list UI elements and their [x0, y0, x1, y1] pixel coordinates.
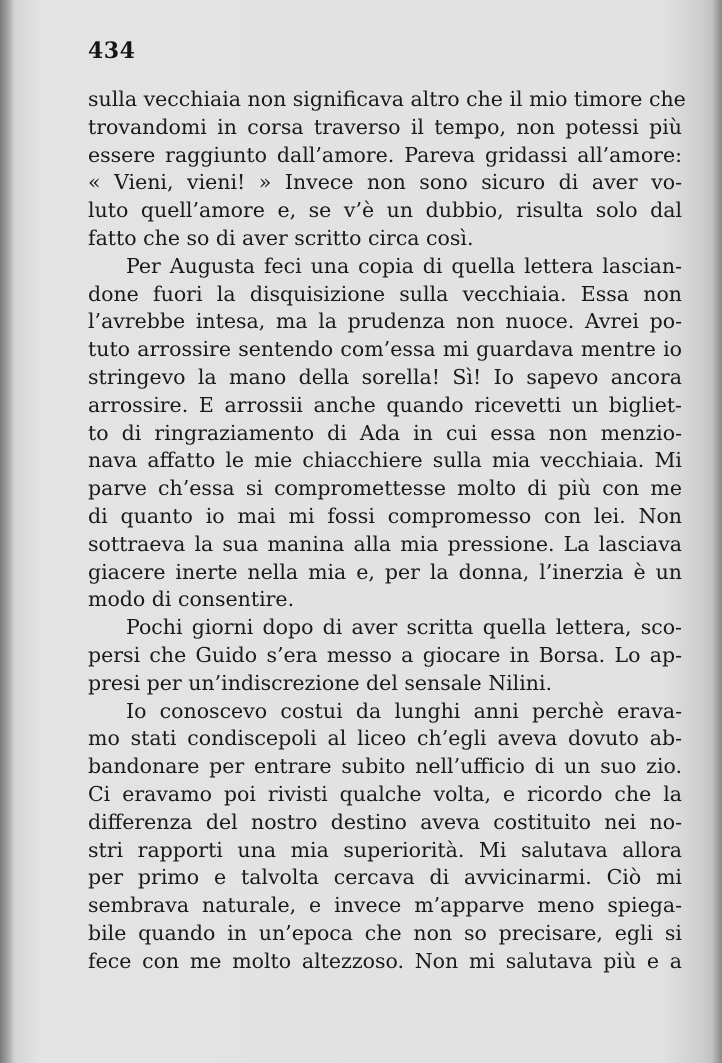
text-line: arrossire. E arrossii anche quando ricevetti un bigliet- — [88, 392, 682, 417]
text-line: tuto arrossire sentendo com’essa mi guardava mentre io — [88, 337, 682, 362]
text-line: « Vieni, vieni! » Invece non sono sicuro di aver vo- — [88, 170, 682, 195]
text-line: differenza del nostro destino aveva costituito nei no- — [88, 809, 682, 834]
text-line: trovandomi in corsa traverso il tempo, non potessi più — [88, 114, 682, 139]
text-line: Pochi giorni dopo di aver scritta quella lettera, sco- — [126, 615, 682, 640]
text-line: di quanto io mai mi fossi compromesso con lei. Non — [88, 503, 682, 528]
page-number: 434 — [88, 38, 136, 64]
text-line: done fuori la disquisizione sulla vecchiaia. Essa non — [88, 281, 682, 306]
text-line: giacere inerte nella mia e, per la donna, l’inerzia è un — [88, 559, 682, 584]
body-text — [88, 86, 686, 976]
text-line: l’avrebbe intesa, ma la prudenza non nuoce. Avrei po- — [88, 309, 682, 334]
text-line: Io conoscevo costui da lunghi anni perchè erava- — [126, 698, 682, 723]
text-line: persi che Guido s’era messo a giocare in Borsa. Lo ap- — [88, 642, 682, 667]
text-line: stringevo la mano della sorella! Sì! Io sapevo ancora — [88, 364, 682, 389]
text-line: Ci eravamo poi rivisti qualche volta, e ricordo che la — [88, 781, 682, 806]
text-line: luto quell’amore e, se v’è un dubbio, risulta solo dal — [88, 198, 682, 223]
text-line: per primo e talvolta cercava di avvicinarmi. Ciò mi — [88, 865, 682, 890]
text-line: fatto che so di aver scritto circa così. — [88, 225, 474, 250]
text-line: presi per un’indiscrezione del sensale Nilini. — [88, 670, 553, 695]
text-line: sottraeva la sua manina alla mia pressione. La lasciava — [88, 531, 682, 556]
text-line: stri rapporti una mia superiorità. Mi salutava allora — [88, 837, 682, 862]
text-line: fece con me molto altezzoso. Non mi salutava più e a — [88, 948, 682, 973]
text-line: sembrava naturale, e invece m’apparve meno spiega- — [88, 893, 682, 918]
page-edge-shadow — [712, 0, 722, 1063]
text-line: mo stati condiscepoli al liceo ch’egli aveva dovuto ab- — [88, 726, 682, 751]
text-line: parve ch’essa si compromettesse molto di più con me — [88, 476, 682, 501]
text-line: sulla vecchiaia non significava altro che il mio timore che — [88, 87, 686, 111]
text-line: Per Augusta feci una copia di quella lettera lascian- — [126, 253, 682, 278]
text-line: nava affatto le mie chiacchiere sulla mia vecchiaia. Mi — [88, 448, 682, 473]
text-line: modo di consentire. — [88, 587, 295, 612]
text-line: to di ringraziamento di Ada in cui essa non menzio- — [88, 420, 682, 445]
text-line: bandonare per entrare subito nell’ufficio di un suo zio. — [88, 754, 682, 779]
text-line: bile quando in un’epoca che non so precisare, egli si — [88, 920, 682, 945]
page-binding-shadow — [0, 0, 14, 1063]
text-line: essere raggiunto dall’amore. Pareva gridassi all’amore: — [88, 142, 682, 167]
